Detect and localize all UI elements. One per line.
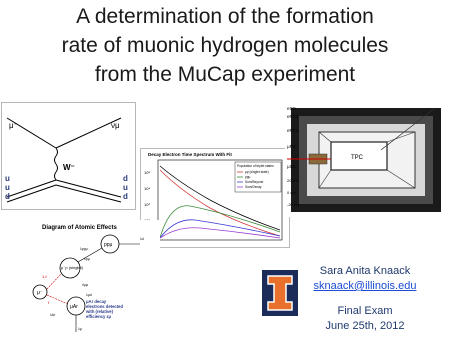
ytick-1: 10⁴ [144,186,151,191]
event-label: Final Exam [337,305,393,317]
atomic-title: Diagram of Atomic Effects [42,225,117,231]
event-date: June 25th, 2012 [325,320,405,332]
ytick-0: 10⁵ [144,170,151,175]
author-email[interactable]: sknaack@illinois.edu [313,280,417,292]
quark-right-0: d [123,174,128,183]
illinois-logo [262,270,298,316]
detector-label-mupc: μPC [287,144,296,149]
legend-0: Population of triplet states [237,164,274,168]
lambda-5: λμd [86,293,92,297]
title-line-1: A determination of the formation [76,5,374,28]
detector-scale-0: 20 cm [287,178,298,183]
author-name: Sara Anita Knaack [319,265,411,277]
ytick-2: 10³ [144,202,150,207]
slide-title [0,2,450,89]
nu-label: νμ [111,121,120,130]
detector-label-musc: μSC [287,164,296,169]
lambda-2: λd [140,237,144,241]
quark-left-1: u [5,183,10,192]
decay-spectrum-plot [140,148,290,248]
node-mu: μ⁻ [37,290,43,296]
spectrum-title: Decay Electron Time Spectrum With Fit [148,152,232,157]
atomic-note-3: efficiency εμ [86,314,112,319]
lambda-3: λAr [50,313,56,317]
atomic-note-0: μAr decay [86,299,107,304]
lambda-6: λμ [78,327,82,331]
w-boson-label: W⁻ [63,163,75,172]
quark-right-1: u [123,183,128,192]
detector-label-epc1: ePC1 [287,128,299,133]
detector-label-tpc: TPC [351,155,363,161]
lambda-0: λppμ [80,247,88,251]
lambda-4: Λpμ [82,283,89,287]
node-muar: μAr [70,304,78,310]
detector-label-esc: eSC [287,106,296,111]
branch-1-f: 1-f [42,274,47,279]
lambda-1: λpμ [84,257,90,261]
detector-scale-2: -20 cm [287,202,300,207]
title-line-3: from the MuCap experiment [94,63,356,86]
atomic-note-1: electrons detected [86,304,124,309]
branch-f: f [48,300,50,305]
legend-4: Sum/Decay [245,185,262,189]
atomic-effects-diagram [20,220,160,338]
node-mup: μ⁻p (singlet) [61,265,83,270]
feynman-diagram [1,102,136,210]
detector-label-epc2: ePC2 [287,114,299,119]
legend-3: Sum/Beyond [245,180,264,184]
title-line-2: rate of muonic hydrogen molecules [61,34,389,57]
node-ppmu: ppμ [104,242,113,248]
quark-left-2: d [5,192,10,201]
legend-2: ppμ [245,175,251,179]
detector-schematic [285,102,450,217]
legend-1: μp (singlet state) [245,170,269,174]
quark-right-2: d [123,192,128,201]
quark-left-0: u [5,174,10,183]
detector-scale-1: 0 cm [287,190,296,195]
mu-label: μ⁻ [9,121,18,130]
atomic-note-2: with (relative) [86,309,113,314]
